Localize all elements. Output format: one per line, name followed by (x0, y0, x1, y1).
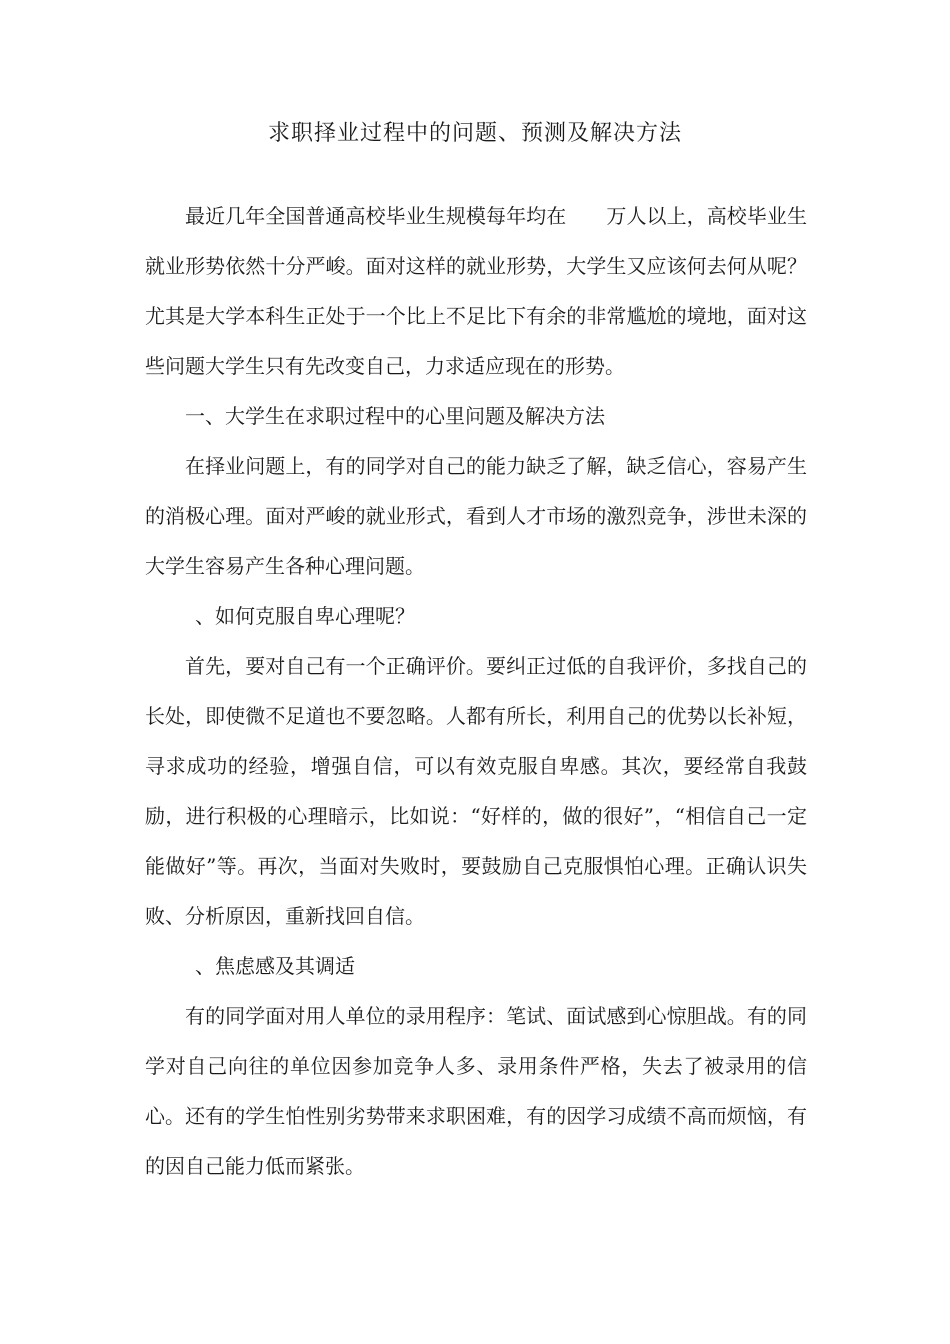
inferiority-paragraph: 首先，要对自己有一个正确评价。要纠正过低的自我评价，多找自己的长处，即使微不足道也不要忽略。人都有所长，利用自己的优势以长补短，寻求成功的经验，增强自信，可以有效克服自卑感。其次，要经常自我鼓励，进行积极的心理暗示，比如说：“好样的，做的很好”，“相信自己一定能做好”等。再次，当面对失败时，要鼓励自己克服惧怕心理。正确认识失败、分析原因，重新找回自信。 (145, 654, 807, 928)
intro-paragraph: 最近几年全国普通高校毕业生规模每年均在 万人以上，高校毕业生就业形势依然十分严峻。面对这样的就业形势，大学生又应该何去何从呢？尤其是大学本科生正处于一个比上不足比下有余的非常尴尬的境地，面对这些问题大学生只有先改变自己，力求适应现在的形势。 (145, 204, 807, 378)
document-title: 求职择业过程中的问题、预测及解决方法 (267, 121, 682, 146)
subsection-heading-anxiety: 、焦虑感及其调适 (195, 954, 355, 978)
document-body (145, 191, 807, 1191)
subsection-heading-inferiority: 、如何克服自卑心理呢？ (195, 604, 415, 628)
section-heading-1: 一、大学生在求职过程中的心里问题及解决方法 (185, 404, 605, 428)
section-1-paragraph: 在择业问题上，有的同学对自己的能力缺乏了解，缺乏信心，容易产生的消极心理。面对严峻的就业形式，看到人才市场的激烈竞争，涉世未深的大学生容易产生各种心理问题。 (145, 454, 807, 578)
anxiety-paragraph: 有的同学面对用人单位的录用程序：笔试、面试感到心惊胆战。有的同学对自己向往的单位因参加竞争人多、录用条件严格，失去了被录用的信心。还有的学生怕性别劣势带来求职困难，有的因学习成绩不高而烦恼，有的因自己能力低而紧张。 (145, 1004, 807, 1178)
